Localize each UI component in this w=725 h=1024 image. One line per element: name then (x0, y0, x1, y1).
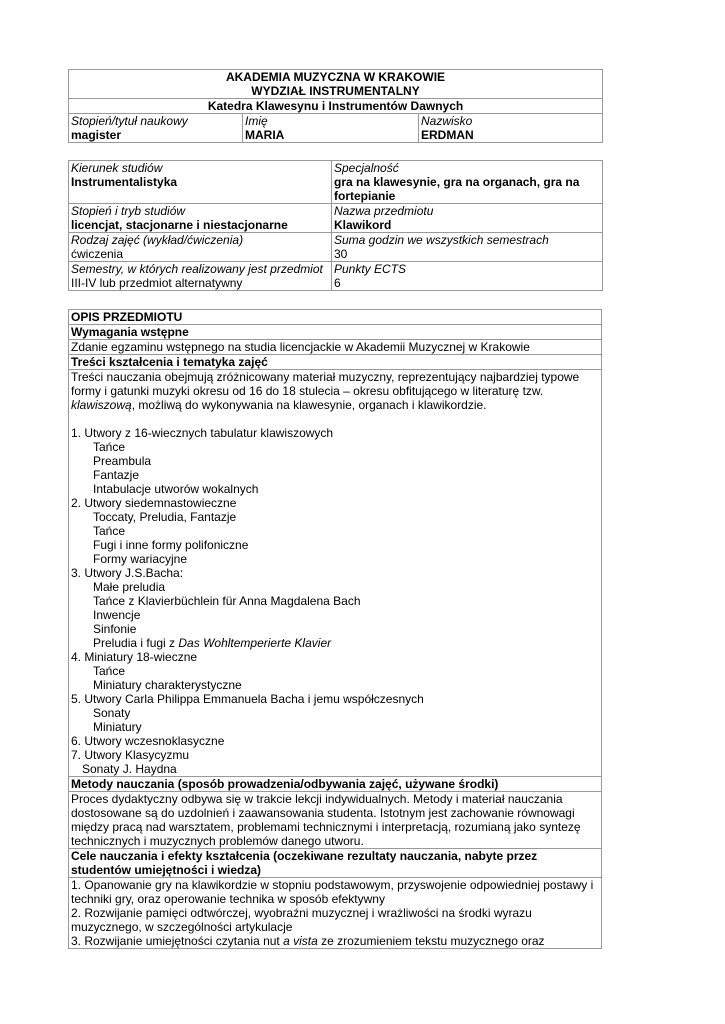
content-intro-text-end: , możliwą do wykonywania na klawesynie, organach i klawikordzie. (131, 398, 487, 412)
methods-text: Proces dydaktyczny odbywa się w trakcie lekcji indywidualnych. Metody i materiał nauczania dostosowane są do uzdolnień i zaawansowania studenta. Istotnym jest zachowanie równowagi między pracą nad warsztatem, problemami technicznymi i interpretacją, rozumianą jako syntezę technicznych i muzycznych problemów danego utworu. (69, 792, 602, 849)
hours-label: Suma godzin we wszystkich semestrach (334, 233, 549, 247)
title-cell (69, 114, 243, 143)
goal-item-text-end: ze zrozumieniem tekstu muzycznego oraz (317, 934, 545, 948)
list-subitem: Sonaty (93, 706, 131, 720)
goal-item (71, 934, 599, 948)
hours-value: 30 (334, 247, 348, 261)
list-item: 7. Utwory Klasycyzmu (71, 748, 190, 762)
list-item: 4. Miniatury 18-wieczne (71, 650, 198, 664)
goals-heading: Cele nauczania i efekty kształcenia (oczekiwane rezultaty nauczania, nabyte przez studentów umiejętności i wiedza) (69, 849, 602, 878)
ects-label: Punkty ECTS (334, 262, 407, 276)
list-item: 5. Utwory Carla Philippa Emmanuela Bacha i jemu współczesnych (71, 692, 424, 706)
header-table (68, 69, 603, 143)
content-intro-emphasis: klawiszową (71, 398, 132, 412)
content-intro-text: Treści nauczania obejmują zróżnicowany materiał muzyczny, reprezentujący najbardziej typowe formy i gatunki muzyki okresu od 16 do 18 stulecia – okresu obfitującego w literaturę tzw. (71, 370, 580, 398)
list-subitem: Sinfonie (93, 622, 137, 636)
list-subitem: Tańce (93, 440, 126, 454)
first-name-value: MARIA (245, 128, 285, 142)
goal-item: 1. Opanowanie gry na klawikordzie w stopniu podstawowym, przyswojenie odpowiedniej postawy i techniki gry, oraz operowanie technika w sposób efektywny (71, 878, 594, 906)
field-label: Kierunek studiów (71, 161, 163, 175)
class-type-value: ćwiczenia (71, 247, 124, 261)
subject-cell (332, 204, 603, 233)
list-item: 1. Utwory z 16-wiecznych tabulatur klawiszowych (71, 426, 334, 440)
list-subitem: Inwencje (93, 608, 141, 622)
goal-item-text: 3. Rozwijanie umiejętności czytania nut (71, 934, 284, 948)
goal-item-emphasis: a vista (283, 934, 318, 948)
title-label: Stopień/tytuł naukowy (71, 114, 188, 128)
specialty-cell (332, 161, 603, 204)
list-subitem: Małe preludia (93, 580, 166, 594)
field-cell (69, 161, 332, 204)
semesters-cell (69, 262, 332, 291)
list-subitem: Toccaty, Preludia, Fantazje (93, 510, 237, 524)
list-item: 6. Utwory wczesnoklasyczne (71, 734, 225, 748)
title-value: magister (71, 128, 122, 142)
ects-value: 6 (334, 276, 341, 290)
content-intro (71, 370, 599, 412)
list-subitem: Miniatury (93, 720, 142, 734)
list-subitem: Tańce z Klavierbüchlein für Anna Magdalena Bach (93, 594, 361, 608)
hours-cell (332, 233, 603, 262)
department-name: Katedra Klawesynu i Instrumentów Dawnych (69, 99, 603, 114)
list-subitem-title: Das Wohltemperierte Klavier (178, 636, 332, 650)
list-subitem: Sonaty J. Haydna (82, 762, 177, 776)
description-table (68, 309, 602, 949)
last-name-cell (419, 114, 603, 143)
specialty-label: Specjalność (334, 161, 399, 175)
list-subitem: Tańce (93, 664, 126, 678)
goals-cell (69, 878, 602, 949)
prereq-text: Zdanie egzaminu wstępnego na studia licencjackie w Akademii Muzycznej w Krakowie (69, 340, 602, 355)
list-subitem: Formy wariacyjne (93, 552, 188, 566)
methods-heading: Metody nauczania (sposób prowadzenia/odbywania zajęć, używane środki) (69, 777, 602, 792)
level-label: Stopień i tryb studiów (71, 204, 186, 218)
prereq-heading: Wymagania wstępne (69, 325, 602, 340)
first-name-label: Imię (245, 114, 268, 128)
faculty-name: WYDZIAŁ INSTRUMENTALNY (251, 84, 420, 98)
semesters-value: III-IV lub przedmiot alternatywny (71, 276, 243, 290)
list-subitem: Fugi i inne formy polifoniczne (93, 538, 249, 552)
content-cell (69, 370, 602, 777)
list-subitem (71, 636, 599, 650)
subject-value: Klawikord (334, 218, 392, 232)
academy-name: AKADEMIA MUZYCZNA W KRAKOWIE (225, 70, 446, 84)
list-subitem: Intabulacje utworów wokalnych (93, 482, 259, 496)
list-subitem: Preambula (93, 454, 152, 468)
subject-label: Nazwa przedmiotu (334, 204, 434, 218)
last-name-label: Nazwisko (421, 114, 473, 128)
list-subitem-text: Preludia i fugi z (93, 636, 179, 650)
description-heading: OPIS PRZEDMIOTU (69, 310, 602, 325)
list-subitem: Tańce (93, 524, 126, 538)
academy-cell (69, 70, 603, 99)
field-value: Instrumentalistyka (71, 175, 178, 189)
list-item: 2. Utwory siedemnastowieczne (71, 496, 237, 510)
level-value: licencjat, stacjonarne i niestacjonarne (71, 218, 288, 232)
goal-item: 2. Rozwijanie pamięci odtwórczej, wyobraźni muzycznej i wrażliwości na środki wyrazu muzycznego, w szczególności artykulacje (71, 906, 532, 934)
list-item: 3. Utwory J.S.Bacha: (71, 566, 184, 580)
semesters-label: Semestry, w których realizowany jest przedmiot (71, 262, 323, 276)
content-heading: Treści kształcenia i tematyka zajęć (69, 355, 602, 370)
specialty-value: gra na klawesynie, gra na organach, gra na fortepianie (334, 175, 580, 203)
level-cell (69, 204, 332, 233)
ects-cell (332, 262, 603, 291)
list-subitem: Miniatury charakterystyczne (93, 678, 242, 692)
last-name-value: ERDMAN (421, 128, 474, 142)
list-subitem: Fantazje (93, 468, 140, 482)
class-type-label: Rodzaj zajęć (wykład/ćwiczenia) (71, 233, 244, 247)
first-name-cell (243, 114, 419, 143)
class-type-cell (69, 233, 332, 262)
info-table (68, 160, 603, 291)
